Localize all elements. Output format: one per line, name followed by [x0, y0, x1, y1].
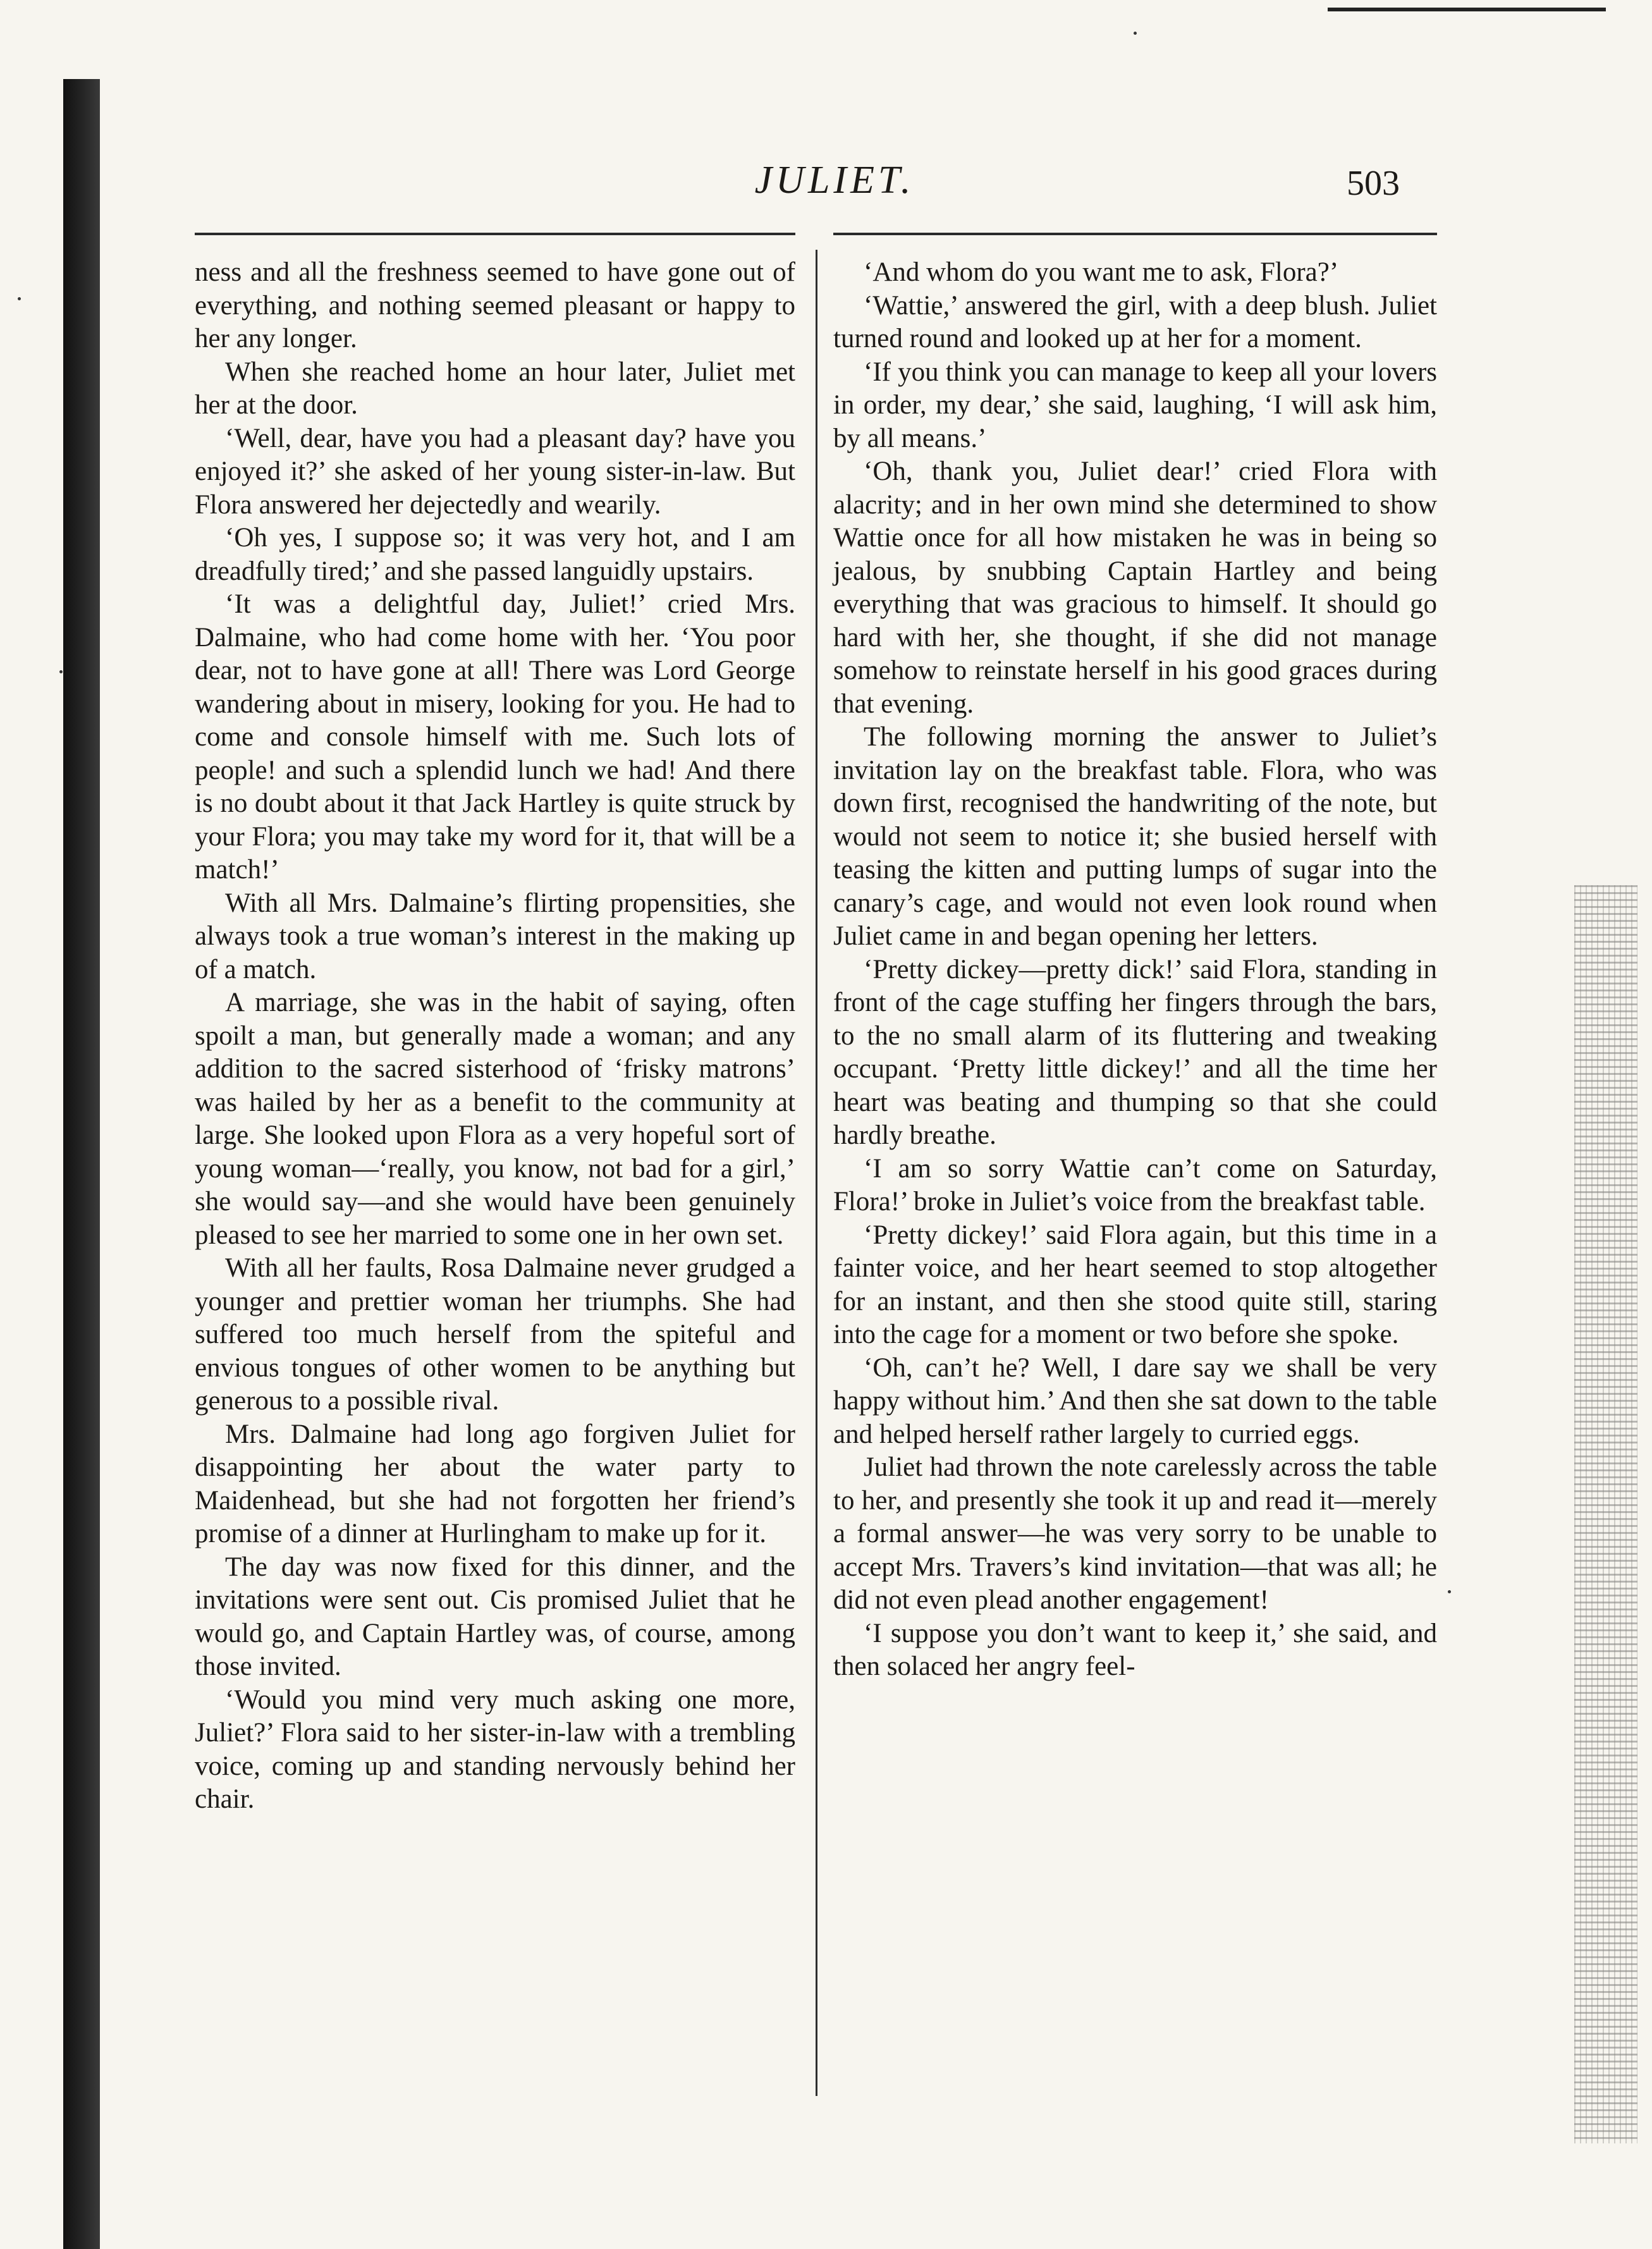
print-speck	[59, 670, 63, 673]
print-speck	[1448, 1590, 1451, 1593]
paragraph: With all her faults, Rosa Dalmaine never grudged a younger and prettier woman her triumphs. She had suffered too much herself from the spiteful and envious tongues of other women to be anything but generous to a possible rival.	[195, 1253, 795, 1416]
left-column	[195, 256, 795, 1817]
paragraph: ‘Oh yes, I suppose so; it was very hot, and I am dreadfully tired;’ and she passed languidly upstairs.	[195, 523, 795, 586]
print-speck	[1134, 32, 1137, 35]
paragraph: ‘Oh, can’t he? Well, I dare say we shall be very happy without him.’ And then she sat down to the table and helped herself rather largely to curried eggs.	[833, 1352, 1437, 1449]
paragraph: Juliet had thrown the note carelessly across the table to her, and presently she took it up and read it—merely a formal answer—he was very sorry to be unable to accept Mrs. Travers’s kind invitation—that was all; he did not even plead another engagement!	[833, 1452, 1437, 1615]
running-title: JULIET.	[754, 159, 915, 202]
paragraph: The following morning the answer to Juliet’s invitation lay on the breakfast table. Flora, who was down first, recognised the handwriting of the note, but would not seem to notice it; she busied herself with teasing the kitten and putting lumps of sugar into the canary’s cage, and would not even look round when Juliet came in and began opening her letters.	[833, 722, 1437, 951]
header-rule-right	[833, 233, 1437, 235]
page-edge-texture	[1574, 885, 1637, 2143]
paragraph: ‘Pretty dickey—pretty dick!’ said Flora, standing in front of the cage stuffing her fingers through the bars, to the no small alarm of its fluttering and tweaking occupant. ‘Pretty little dickey!’ and all the time her heart was beating and thumping so that she could hardly breathe.	[833, 954, 1437, 1150]
paragraph: ‘I suppose you don’t want to keep it,’ she said, and then solaced her angry feel-	[833, 1618, 1437, 1681]
top-edge-rule	[1328, 8, 1606, 11]
print-speck	[18, 297, 21, 300]
paragraph: ‘Wattie,’ answered the girl, with a deep blush. Juliet turned round and looked up at her for a moment.	[833, 290, 1437, 353]
page-number: 503	[1347, 164, 1400, 203]
paragraph: ‘Well, dear, have you had a pleasant day? have you enjoyed it?’ she asked of her young sister-in-law. But Flora answered her dejectedly and wearily.	[195, 423, 795, 520]
paragraph: A marriage, she was in the habit of saying, often spoilt a man, but generally made a woman; and any addition to the sacred sisterhood of ‘frisky matrons’ was hailed by her as a benefit to the community at large. She looked upon Flora as a very hopeful sort of young woman—‘really, you know, not bad for a girl,’ she would say—and she would have been genuinely pleased to see her married to some one in her own set.	[195, 988, 795, 1250]
page-header	[0, 158, 1652, 221]
header-rule-left	[195, 233, 795, 235]
paragraph: ‘If you think you can manage to keep all your lovers in order, my dear,’ she said, laughing, ‘I will ask him, by all means.’	[833, 357, 1437, 453]
paragraph: ‘Oh, thank you, Juliet dear!’ cried Flora with alacrity; and in her own mind she determined to show Wattie once for all how mistaken he was in being so jealous, by snubbing Captain Hartley and being everything that was gracious to himself. It should go hard with her, she thought, if she did not manage somehow to reinstate herself in his good graces during that evening.	[833, 457, 1437, 719]
paragraph: Mrs. Dalmaine had long ago forgiven Juliet for disappointing her about the water party to Maidenhead, but she had not forgotten her friend’s promise of a dinner at Hurlingham to make up for it.	[195, 1419, 795, 1548]
paragraph: ‘I am so sorry Wattie can’t come on Saturday, Flora!’ broke in Juliet’s voice from the breakfast table.	[833, 1153, 1437, 1216]
column-divider	[816, 250, 817, 2096]
paragraph: ‘And whom do you want me to ask, Flora?’	[864, 257, 1339, 287]
paragraph: ness and all the freshness seemed to have gone out of everything, and nothing seemed pleasant or happy to her any longer.	[195, 257, 795, 353]
paragraph: ‘Would you mind very much asking one more, Juliet?’ Flora said to her sister-in-law with a trembling voice, coming up and standing nervously behind her chair.	[195, 1684, 795, 1814]
paragraph: The day was now fixed for this dinner, and the invitations were sent out. Cis promised Juliet that he would go, and Captain Hartley was, of course, among those invited.	[195, 1552, 795, 1681]
paragraph: ‘Pretty dickey!’ said Flora again, but this time in a fainter voice, and her heart seemed to stop altogether for an instant, and then she stood quite still, staring into the cage for a moment or two before she spoke.	[833, 1220, 1437, 1349]
paragraph: ‘It was a delightful day, Juliet!’ cried Mrs. Dalmaine, who had come home with her. ‘You poor dear, not to have gone at all! There was Lord George wandering about in misery, looking for you. He had to come and console himself with me. Such lots of people! and such a splendid lunch we had! And there is no doubt about it that Jack Hartley is quite struck by your Flora; you may take my word for it, that will be a match!’	[195, 589, 795, 885]
paragraph: When she reached home an hour later, Juliet met her at the door.	[195, 357, 795, 420]
book-spine-shadow	[63, 79, 100, 2249]
paragraph: With all Mrs. Dalmaine’s flirting propensities, she always took a true woman’s interest in the making up of a match.	[195, 888, 795, 984]
right-column	[833, 256, 1437, 1684]
